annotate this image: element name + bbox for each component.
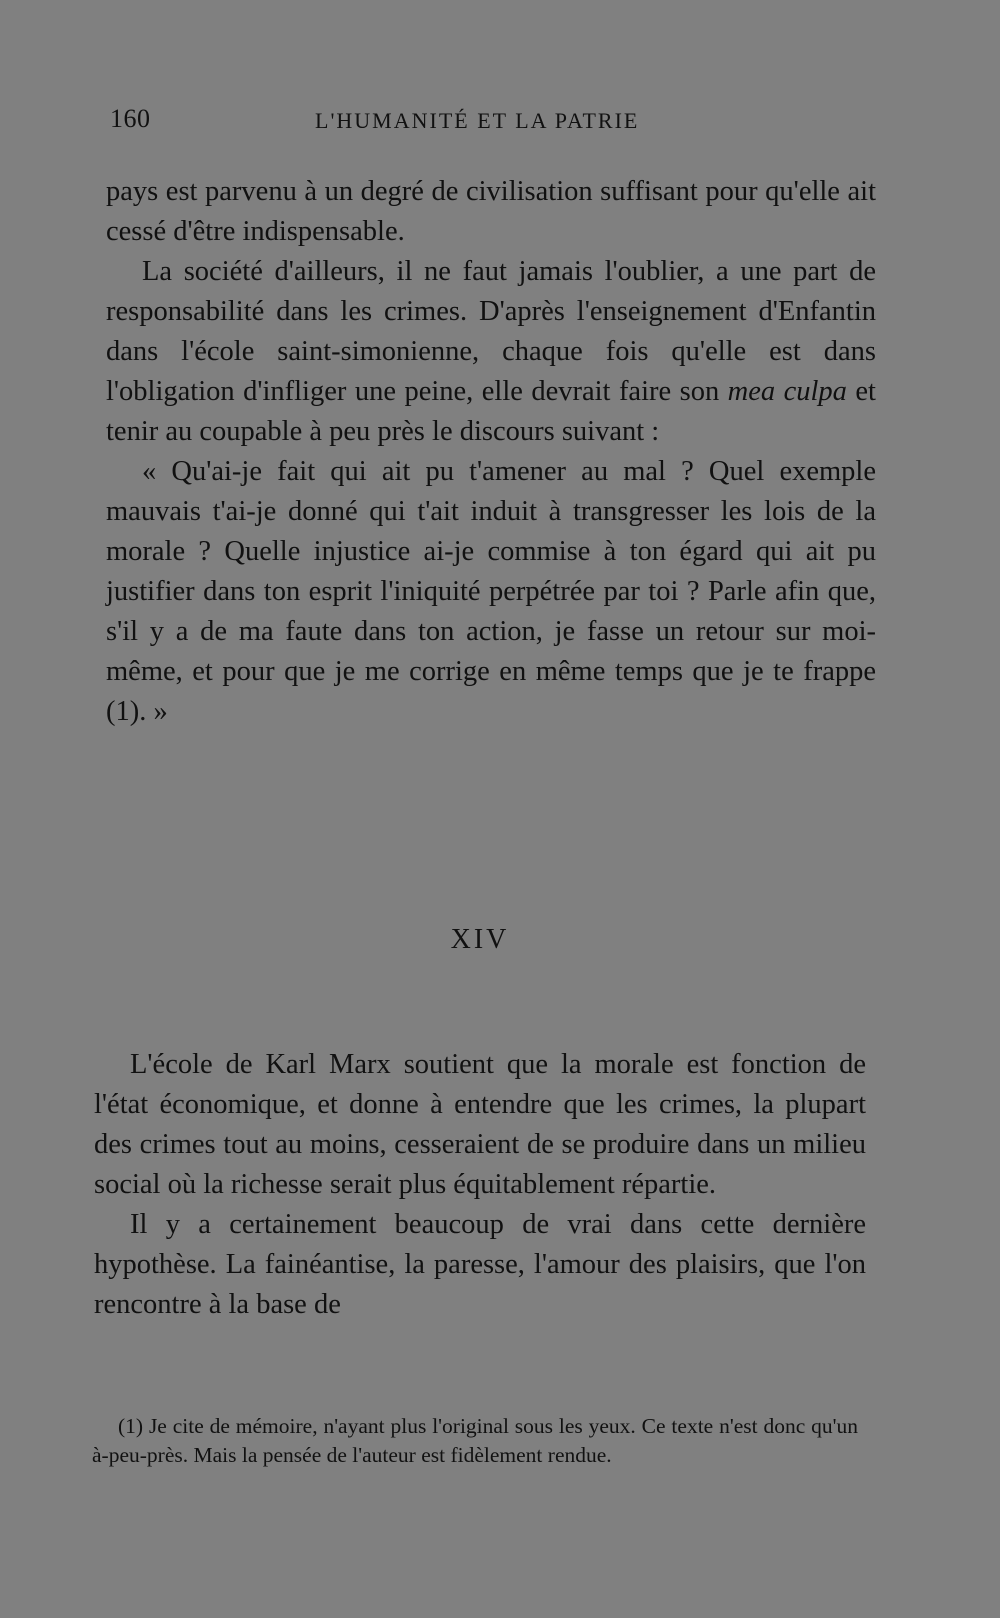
paragraph-society-text-2: et tenir au coupable à peu près le discours suivant : bbox=[106, 376, 876, 447]
paragraph-quote: « Qu'ai-je fait qui ait pu t'amener au mal ? Quel exemple mauvais t'ai-je donné qui t'ait induit à transgresser les lois de la morale ? Quelle injustice ai-je commise à ton égard qui ait pu justifier dans ton esprit l'iniquité perpétrée par toi ? Parle afin que, s'il y a de ma faute dans ton action, je fasse un retour sur moi-même, et pour que je me corrige en même temps que je te frappe (1). » bbox=[106, 456, 876, 727]
running-title: L'HUMANITÉ ET LA PATRIE bbox=[315, 108, 640, 133]
paragraph-continuation: pays est parvenu à un degré de civilisation suffisant pour qu'elle ait cessé d'être indispensable. bbox=[106, 176, 876, 247]
text-block-bottom bbox=[94, 1045, 866, 1325]
footnote bbox=[92, 1412, 858, 1470]
footnote-text: (1) Je cite de mémoire, n'ayant plus l'original sous les yeux. Ce texte n'est donc qu'un à-peu-près. Mais la pensée de l'auteur est fidèlement rendue. bbox=[92, 1414, 858, 1467]
page-header bbox=[110, 104, 870, 144]
paragraph-society-text-1: La société d'ailleurs, il ne faut jamais l'oublier, a une part de responsabilité dans les crimes. D'après l'enseignement d'Enfantin dans l'école saint-simonienne, chaque fois qu'elle est dans l'obligation d'infliger une peine, elle devrait faire son bbox=[106, 256, 876, 407]
text-block-top bbox=[106, 172, 876, 732]
paragraph-marx: L'école de Karl Marx soutient que la morale est fonction de l'état économique, et donne à entendre que les crimes, la plupart des crimes tout au moins, cesseraient de se produire dans un milieu social où la richesse serait plus équitablement répartie. bbox=[94, 1049, 866, 1200]
page-number: 160 bbox=[110, 104, 151, 133]
section-heading: XIV bbox=[450, 924, 510, 955]
italic-mea-culpa: mea culpa bbox=[727, 376, 847, 407]
paragraph-society bbox=[106, 252, 876, 452]
paragraph-hypothesis: Il y a certainement beaucoup de vrai dans cette dernière hypothèse. La fainéantise, la paresse, l'amour des plaisirs, que l'on rencontre à la base de bbox=[94, 1209, 866, 1320]
